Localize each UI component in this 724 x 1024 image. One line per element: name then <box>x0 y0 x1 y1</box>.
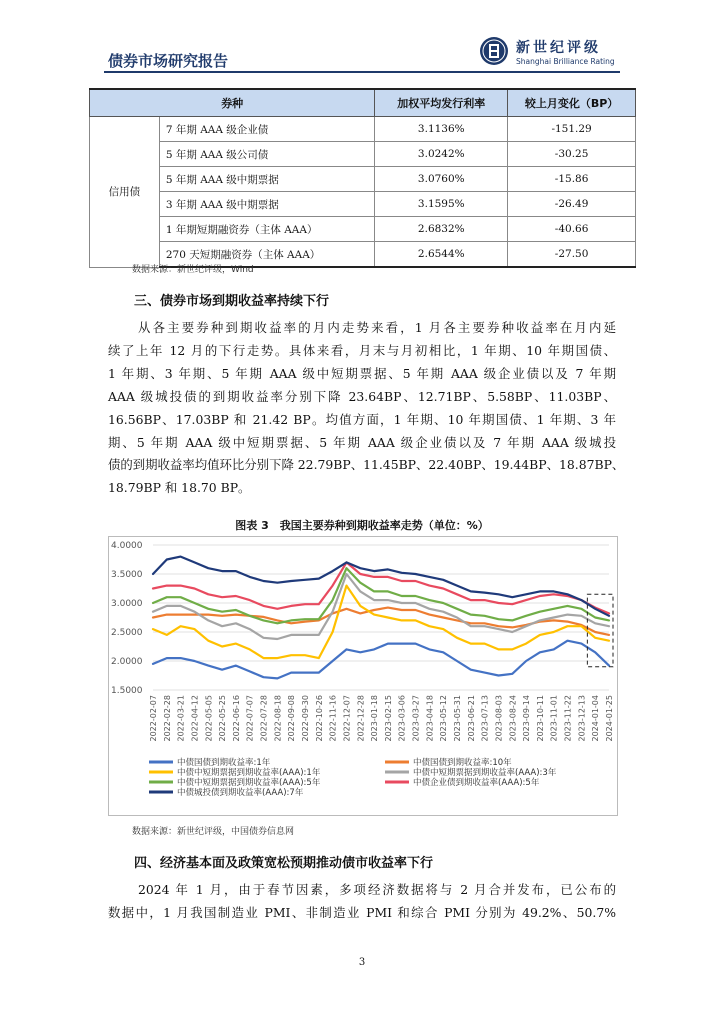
table-cell-name: 5 年期 AAA 级公司债 <box>159 142 375 167</box>
legend-label: 中债中短期票据到期收益率(AAA):1年 <box>177 768 321 778</box>
table-cell-name: 1 年期短期融资券（主体 AAA） <box>159 217 375 242</box>
paragraph-line: 18.79BP 和 18.70 BP。 <box>108 480 251 496</box>
x-tick-label: 2022-08-18 <box>273 695 283 742</box>
table-category-credit-bond: 信用债 <box>90 117 160 268</box>
paragraph-line: 数据中，1 月我国制造业 PMI、非制造业 PMI 和综合 PMI 分别为 49.2%、50.7% <box>108 904 616 920</box>
table-header-rate: 加权平均发行利率 <box>375 89 508 117</box>
x-tick-label: 2023-11-22 <box>563 695 573 742</box>
table-cell-rate: 3.0760% <box>375 167 508 192</box>
x-tick-label: 2023-02-15 <box>383 695 393 742</box>
x-tick-label: 2023-10-11 <box>535 695 545 742</box>
section-3-heading: 三、债券市场到期收益率持续下行 <box>134 294 330 309</box>
x-tick-label: 2024-01-25 <box>605 695 614 742</box>
paragraph-line: AAA 级城投债的到期收益率分别下降 23.64BP、12.71BP、5.58BP、11.03BP、 <box>108 388 616 404</box>
logo-chinese-name: 新世纪评级 <box>516 40 601 56</box>
series-line <box>153 574 609 639</box>
table-cell-rate: 2.6832% <box>375 217 508 242</box>
x-tick-label: 2022-05-05 <box>204 695 214 742</box>
x-tick-label: 2022-03-21 <box>176 695 186 742</box>
table-header-row <box>90 89 636 117</box>
x-tick-label: 2022-09-30 <box>301 695 310 742</box>
yield-chart-svg <box>109 537 617 815</box>
legend-label: 中债企业债到期收益率(AAA):5年 <box>413 778 540 788</box>
header-divider <box>104 71 620 73</box>
paragraph-line: 债的到期收益率均值环比分别下降 22.79BP、11.45BP、22.40BP、19.44BP、18.87BP、 <box>108 457 625 473</box>
paragraph-line: 续了上年 12 月的下行走势。具体来看，月末与月初相比，1 年期、10 年期国债、 <box>108 342 616 358</box>
section-4-heading: 四、经济基本面及政策宽松预期推动债市收益率下行 <box>134 856 434 871</box>
x-tick-label: 2023-01-18 <box>370 695 380 742</box>
x-tick-label: 2023-12-13 <box>577 695 587 742</box>
table-cell-name: 3 年期 AAA 级中期票据 <box>159 192 375 217</box>
x-tick-label: 2022-02-28 <box>162 695 172 742</box>
x-tick-label: 2023-05-31 <box>453 695 462 742</box>
x-tick-label: 2023-05-12 <box>439 695 449 742</box>
table-cell-name: 270 天短期融资券（主体 AAA） <box>159 242 375 268</box>
y-tick-label: 2.0000 <box>111 657 143 667</box>
legend-label: 中债中短期票据到期收益率(AAA):5年 <box>177 778 321 788</box>
x-tick-label: 2022-07-28 <box>259 695 269 742</box>
table-row <box>90 117 636 142</box>
table-header-change: 较上月变化（BP） <box>508 89 636 117</box>
paragraph-line: 16.56BP、17.03BP 和 21.42 BP。均值方面，1 年期、10 年期国债、1 年期、3 年 <box>108 411 616 427</box>
table-row <box>90 167 636 192</box>
x-tick-label: 2022-12-28 <box>356 695 366 742</box>
table-cell-name: 5 年期 AAA 级中期票据 <box>159 167 375 192</box>
paragraph-line: 从各主要券种到期收益率的月内走势来看，1 月各主要券种收益率在月内延 <box>138 320 616 335</box>
figure-3-title: 图表 3 我国主要券种到期收益率走势（单位：%） <box>235 519 489 532</box>
paragraph-line: 期、5 年期 AAA 级中短期票据、5 年期 AAA 级企业债以及 7 年期 AAA 级城投 <box>108 434 616 450</box>
legend-label: 中债国债到期收益率:1年 <box>177 758 271 768</box>
paragraph-line: 1 年期、3 年期、5 年期 AAA 级中短期票据、5 年期 AAA 级企业债以及 7 年期 <box>108 365 616 381</box>
y-tick-label: 3.0000 <box>111 599 143 609</box>
y-tick-label: 2.5000 <box>111 628 143 638</box>
paragraph-line: 2024 年 1 月，由于春节因素，多项经济数据将与 2 月合并发布，已公布的 <box>138 882 616 897</box>
x-tick-label: 2023-08-03 <box>494 695 504 742</box>
x-tick-label: 2023-04-18 <box>425 695 435 742</box>
table-cell-change: -40.66 <box>508 217 636 242</box>
table-cell-rate: 3.1595% <box>375 192 508 217</box>
x-tick-label: 2023-06-21 <box>466 695 476 742</box>
section-3-paragraph <box>108 317 625 500</box>
table-row <box>90 192 636 217</box>
brilliance-logo-icon <box>479 36 509 66</box>
y-tick-label: 4.0000 <box>111 541 143 551</box>
x-tick-label: 2024-01-04 <box>591 695 601 742</box>
legend-label: 中债中短期票据到期收益率(AAA):3年 <box>413 768 557 778</box>
yield-trend-chart <box>108 536 618 816</box>
x-tick-label: 2022-12-07 <box>342 695 352 742</box>
x-tick-label: 2022-11-16 <box>328 695 338 742</box>
figure-source-note: 数据来源：新世纪评级，中国债券信息网 <box>132 827 295 837</box>
table-cell-change: -26.49 <box>508 192 636 217</box>
table-cell-name: 7 年期 AAA 级企业债 <box>159 117 375 142</box>
report-header-title: 债券市场研究报告 <box>108 52 229 70</box>
x-tick-label: 2022-07-07 <box>245 695 255 742</box>
x-tick-label: 2023-03-06 <box>397 695 407 742</box>
y-tick-label: 3.5000 <box>111 570 143 580</box>
x-tick-label: 2022-04-12 <box>190 695 200 742</box>
table-cell-rate: 3.0242% <box>375 142 508 167</box>
table-cell-change: -151.29 <box>508 117 636 142</box>
x-tick-label: 2023-08-24 <box>508 695 518 742</box>
table-header-bond-type: 券种 <box>90 89 375 117</box>
table-row <box>90 217 636 242</box>
table-row <box>90 142 636 167</box>
table-source-note: 数据来源：新世纪评级，Wind <box>132 265 254 275</box>
section-4-paragraph <box>108 879 616 925</box>
table-cell-change: -27.50 <box>508 242 636 268</box>
logo-english-name: Shanghai Brilliance Rating <box>516 57 615 66</box>
x-tick-label: 2022-06-16 <box>231 695 241 742</box>
page-number: 3 <box>358 957 366 968</box>
x-tick-label: 2023-07-13 <box>480 695 490 742</box>
table-cell-rate: 2.6544% <box>375 242 508 268</box>
series-line <box>153 557 609 616</box>
x-tick-label: 2022-02-07 <box>149 695 158 742</box>
legend-label: 中债城投债到期收益率(AAA):7年 <box>177 788 304 798</box>
x-tick-label: 2023-09-14 <box>522 695 532 742</box>
x-tick-label: 2022-10-26 <box>314 695 324 742</box>
legend-label: 中债国债到期收益率:10年 <box>413 758 512 768</box>
x-tick-label: 2022-05-25 <box>218 695 228 742</box>
table-cell-change: -30.25 <box>508 142 636 167</box>
table-cell-change: -15.86 <box>508 167 636 192</box>
y-tick-label: 1.5000 <box>111 686 143 696</box>
x-tick-label: 2022-09-08 <box>287 695 297 742</box>
x-tick-label: 2023-11-01 <box>549 695 559 742</box>
issuance-rate-table <box>89 88 636 268</box>
table-cell-rate: 3.1136% <box>375 117 508 142</box>
x-tick-label: 2023-03-27 <box>411 695 421 742</box>
